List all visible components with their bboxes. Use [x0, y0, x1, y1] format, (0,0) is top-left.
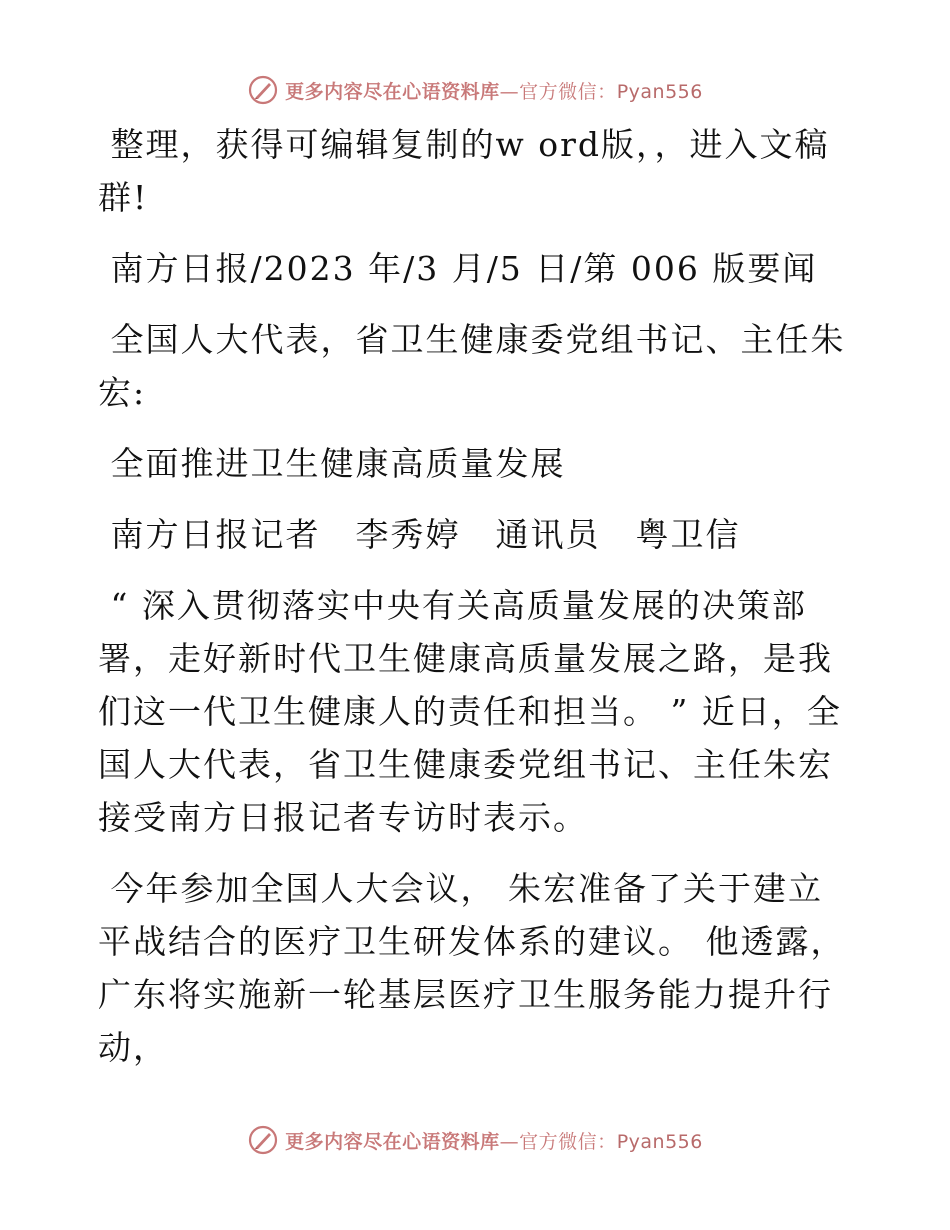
quill-logo-icon: [247, 74, 279, 106]
watermark-text: 更多内容尽在心语资料库—官方微信：Pyan556: [285, 1130, 703, 1153]
article-body: [98, 118, 850, 1092]
body-paragraph: “ 深入贯彻落实中央有关高质量发展的决策部署，走好新时代卫生健康高质量发展之路，是我们这一代卫生健康人的责任和担当。 ” 近日，全国人大代表，省卫生健康委党组书记、主任朱宏接受南方日报记者专访时表示。: [98, 586, 842, 837]
quill-logo-icon: [247, 1124, 279, 1156]
source-line: 南方日报/2023 年/3 月/5 日/第 006 版要闻: [98, 249, 818, 288]
headline: 全面推进卫生健康高质量发展: [98, 444, 566, 483]
intro-note: 整理，获得可编辑复制的w ord版，，进入文稿群!: [98, 125, 830, 217]
footer-watermark: [0, 1120, 950, 1160]
watermark-text: 更多内容尽在心语资料库—官方微信：Pyan556: [285, 80, 703, 103]
headline-kicker: 全国人大代表，省卫生健康委党组书记、主任朱宏:: [98, 320, 846, 412]
header-watermark: [0, 70, 950, 110]
byline: 南方日报记者 李秀婷 通讯员 粤卫信: [98, 515, 741, 554]
body-paragraph: 今年参加全国人大会议， 朱宏准备了关于建立平战结合的医疗卫生研发体系的建议。 他透露，广东将实施新一轮基层医疗卫生服务能力提升行动，: [98, 869, 846, 1067]
